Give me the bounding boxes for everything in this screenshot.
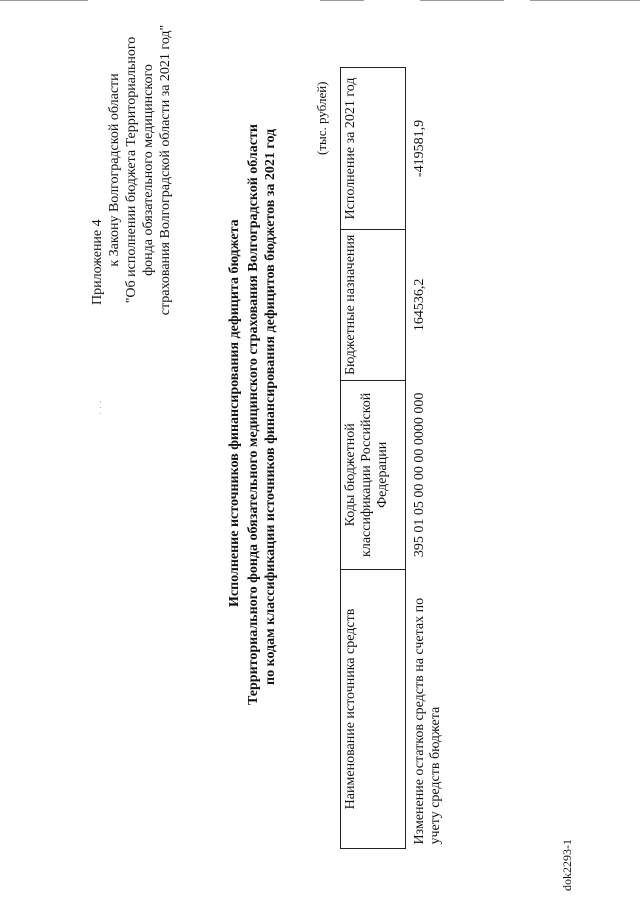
document-title-line-3: по кодам классификации источников финансирования дефицитов бюджетов за 2021 год [263, 128, 278, 685]
units-note: (тыс. рублей) [314, 81, 329, 155]
header-execution-2021: Исполнение за 2021 год [341, 68, 406, 230]
document-title-line-2: Территориального фонда обязательного медицинского страхования Волгоградской области [246, 124, 261, 705]
cell-source-name: Изменение остатков средств на счетах по учету средств бюджета [412, 597, 443, 845]
law-reference-line: к Закону Волгоградской области [107, 73, 122, 267]
table-header-row [341, 68, 406, 849]
document-id: dok2293-1 [560, 839, 574, 891]
cell-budget-code: 395 01 05 00 00 00 0000 000 [412, 392, 427, 558]
law-reference-line: страхования Волгоградской области за 2021 год" [158, 24, 173, 316]
appendix-label: Приложение 4 [90, 219, 105, 305]
faint-mark: · · · [96, 400, 107, 415]
header-budget-codes: Коды бюджетной классификации Российской Федерации [341, 380, 406, 569]
law-reference [106, 0, 174, 365]
table-row [406, 68, 451, 849]
law-reference-line: фонда обязательного медицинского [141, 64, 156, 276]
cell-planned-amount: 164536,2 [412, 278, 427, 332]
law-reference-line: "Об исполнении бюджета Территориального [124, 36, 139, 304]
header-source-name: Наименование источника средств [341, 569, 406, 848]
header-budget-assignments: Бюджетные назначения [341, 229, 406, 380]
sources-table [340, 67, 450, 849]
cell-executed-amount: -419581,9 [412, 119, 427, 178]
document-title-line-1: Исполнение источников финансирования дефицита бюджета [227, 219, 242, 607]
